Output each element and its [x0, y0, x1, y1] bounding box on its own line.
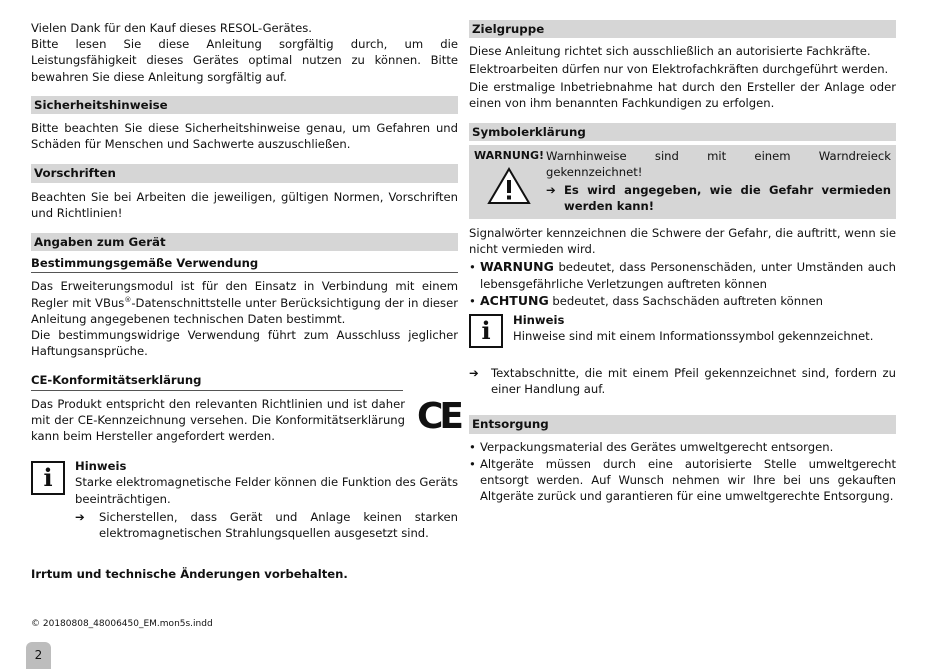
arrow-right-icon: ➔ [75, 509, 85, 524]
right-column [469, 20, 896, 504]
hint-action [75, 509, 458, 541]
target-text-3: Die erstmalige Inbetriebnahme hat durch den Ersteller der Anlage oder einen von ihm benannten Fachkundigen zu erfolgen. [469, 79, 896, 110]
warning-triangle-icon [486, 166, 532, 206]
target-group-heading: Zielgruppe [469, 20, 896, 38]
caution-word: ACHTUNG [480, 292, 549, 308]
warning-text: Warnhinweise sind mit einem Warndreieck gekennzeichnet! [546, 149, 891, 180]
symbols-heading: Symbolerklärung [469, 123, 896, 141]
hint-action-text: Sicherstellen, dass Gerät und Anlage keinen starken elektromagnetischen Strahlungsquellen ausgesetzt sind. [99, 509, 458, 541]
disposal-heading: Entsorgung [469, 415, 896, 433]
ce-heading: CE-Konformitätserklärung [31, 372, 403, 390]
bullet: • [469, 260, 476, 275]
ce-mark-icon: CE [417, 396, 461, 437]
safety-heading: Sicherheitshinweise [31, 96, 458, 114]
info-hint-box [469, 314, 896, 348]
signal-words-text: Signalwörter kennzeichnen die Schwere der Gefahr, die auftritt, wenn sie nicht vermieden wird. [469, 226, 896, 257]
page-number: 2 [26, 642, 51, 669]
warning-label: WARNUNG! [474, 149, 545, 163]
list-item [469, 293, 896, 309]
intended-use-heading: Bestimmungsgemäße Verwendung [31, 255, 458, 273]
intro-text: Bitte lesen Sie diese Anleitung sorgfältig durch, um die Leistungsfähigkeit dieses Gerätes optimal nutzen zu können. Bitte bewahren Sie diese Anleitung sorgfältig auf. [31, 37, 458, 84]
warning-action-text: Es wird angegeben, wie die Gefahr vermieden werden kann! [564, 182, 891, 213]
device-heading: Angaben zum Gerät [31, 233, 458, 251]
safety-text: Bitte beachten Sie diese Sicherheitshinweise genau, um Gefahren und Schäden für Menschen und Sachwerte auszuschließen. [31, 121, 458, 152]
warning-action [546, 182, 891, 214]
footer-filename: © 20180808_48006450_EM.mon5s.indd [31, 619, 213, 629]
hint-text: Starke elektromagnetische Felder können die Funktion des Geräts beeinträchtigen. [75, 475, 458, 506]
emc-hint-box [31, 461, 458, 541]
regulations-text: Beachten Sie bei Arbeiten die jeweiligen, gültigen Normen, Vorschriften und Richtlinien! [31, 189, 458, 220]
disposal-item: Verpackungsmaterial des Gerätes umweltgerecht entsorgen. [480, 439, 834, 454]
list-item [469, 456, 896, 505]
warning-word-text: bedeutet, dass Personenschäden, unter Umständen auch lebensgefährliche Verletzungen auftreten können [480, 260, 896, 291]
disclaimer: Irrtum und technische Änderungen vorbehalten. [31, 567, 348, 582]
misuse-text: Die bestimmungswidrige Verwendung führt zum Ausschluss jeglicher Haftungsansprüche. [31, 328, 458, 359]
info-icon: i [469, 314, 503, 348]
target-text-2: Elektroarbeiten dürfen nur von Elektrofachkräften durchgeführt werden. [469, 62, 889, 77]
warning-box [469, 145, 896, 219]
disposal-item: Altgeräte müssen durch eine autorisierte Stelle umweltgerecht entsorgt werden. Auf Wunsch nehmen wir Ihre bei uns gekauften Altgeräte zurück und garantieren für eine umweltgerechte Entsorgung. [480, 456, 896, 504]
list-item [469, 259, 896, 291]
arrow-explanation-text: Textabschnitte, die mit einem Pfeil gekennzeichnet sind, fordern zu einer Handlung auf. [491, 366, 896, 397]
info-text: Hinweise sind mit einem Informationssymbol gekennzeichnet. [513, 329, 874, 344]
info-icon: i [31, 461, 65, 495]
hint-title: Hinweis [75, 459, 127, 474]
arrow-right-icon: ➔ [469, 366, 479, 381]
bullet: • [469, 456, 476, 471]
ce-text: Das Produkt entspricht den relevanten Richtlinien und ist daher mit der CE-Kennzeichnung versehen. Die Konformitätserklärung kann beim Hersteller angefordert werden. [31, 396, 405, 444]
caution-word-text: bedeutet, dass Sachschäden auftreten können [548, 293, 823, 308]
info-title: Hinweis [513, 313, 565, 328]
regulations-heading: Vorschriften [31, 164, 458, 182]
arrow-right-icon: ➔ [546, 182, 556, 197]
warning-label-col [474, 148, 546, 214]
left-column [31, 20, 461, 582]
intended-use-text: Das Erweiterungsmodul ist für den Einsatz in Verbindung mit einem Regler mit VBus®-Datenschnittstelle unter Berücksichtigung der in dieser Anleitung angegebenen technischen Daten bestimmt. [31, 279, 459, 326]
bullet: • [469, 293, 476, 308]
arrow-explanation [469, 365, 896, 397]
list-item [469, 439, 896, 455]
bullet: • [469, 439, 476, 454]
target-text-1: Diese Anleitung richtet sich ausschließlich an autorisierte Fachkräfte. [469, 44, 871, 59]
intro-line: Vielen Dank für den Kauf dieses RESOL-Gerätes. [31, 21, 312, 35]
warning-word: WARNUNG [480, 259, 554, 275]
